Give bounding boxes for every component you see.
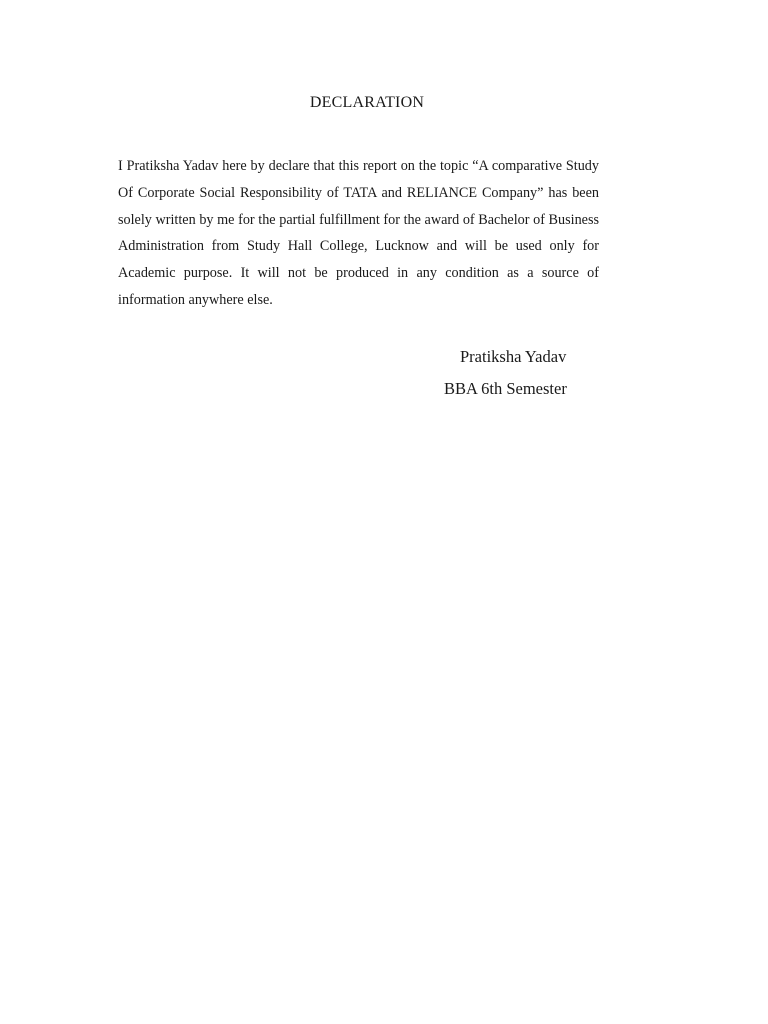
page-title: DECLARATION xyxy=(309,94,425,111)
signature-block xyxy=(430,341,600,405)
declaration-paragraph: I Pratiksha Yadav here by declare that this report on the topic “A comparative Study Of Corporate Social Responsibility of TATA and RELIANCE Company” has been solely written by me for the partial fulfillment for the award of Bachelor of Business Administration from Study Hall College, Lucknow and will be used only for Academic purpose. It will not be produced in any condition as a source of information anywhere else. xyxy=(118,158,599,308)
signature-name: Pratiksha Yadav xyxy=(460,347,567,366)
signature-semester: BBA 6th Semester xyxy=(444,379,567,398)
